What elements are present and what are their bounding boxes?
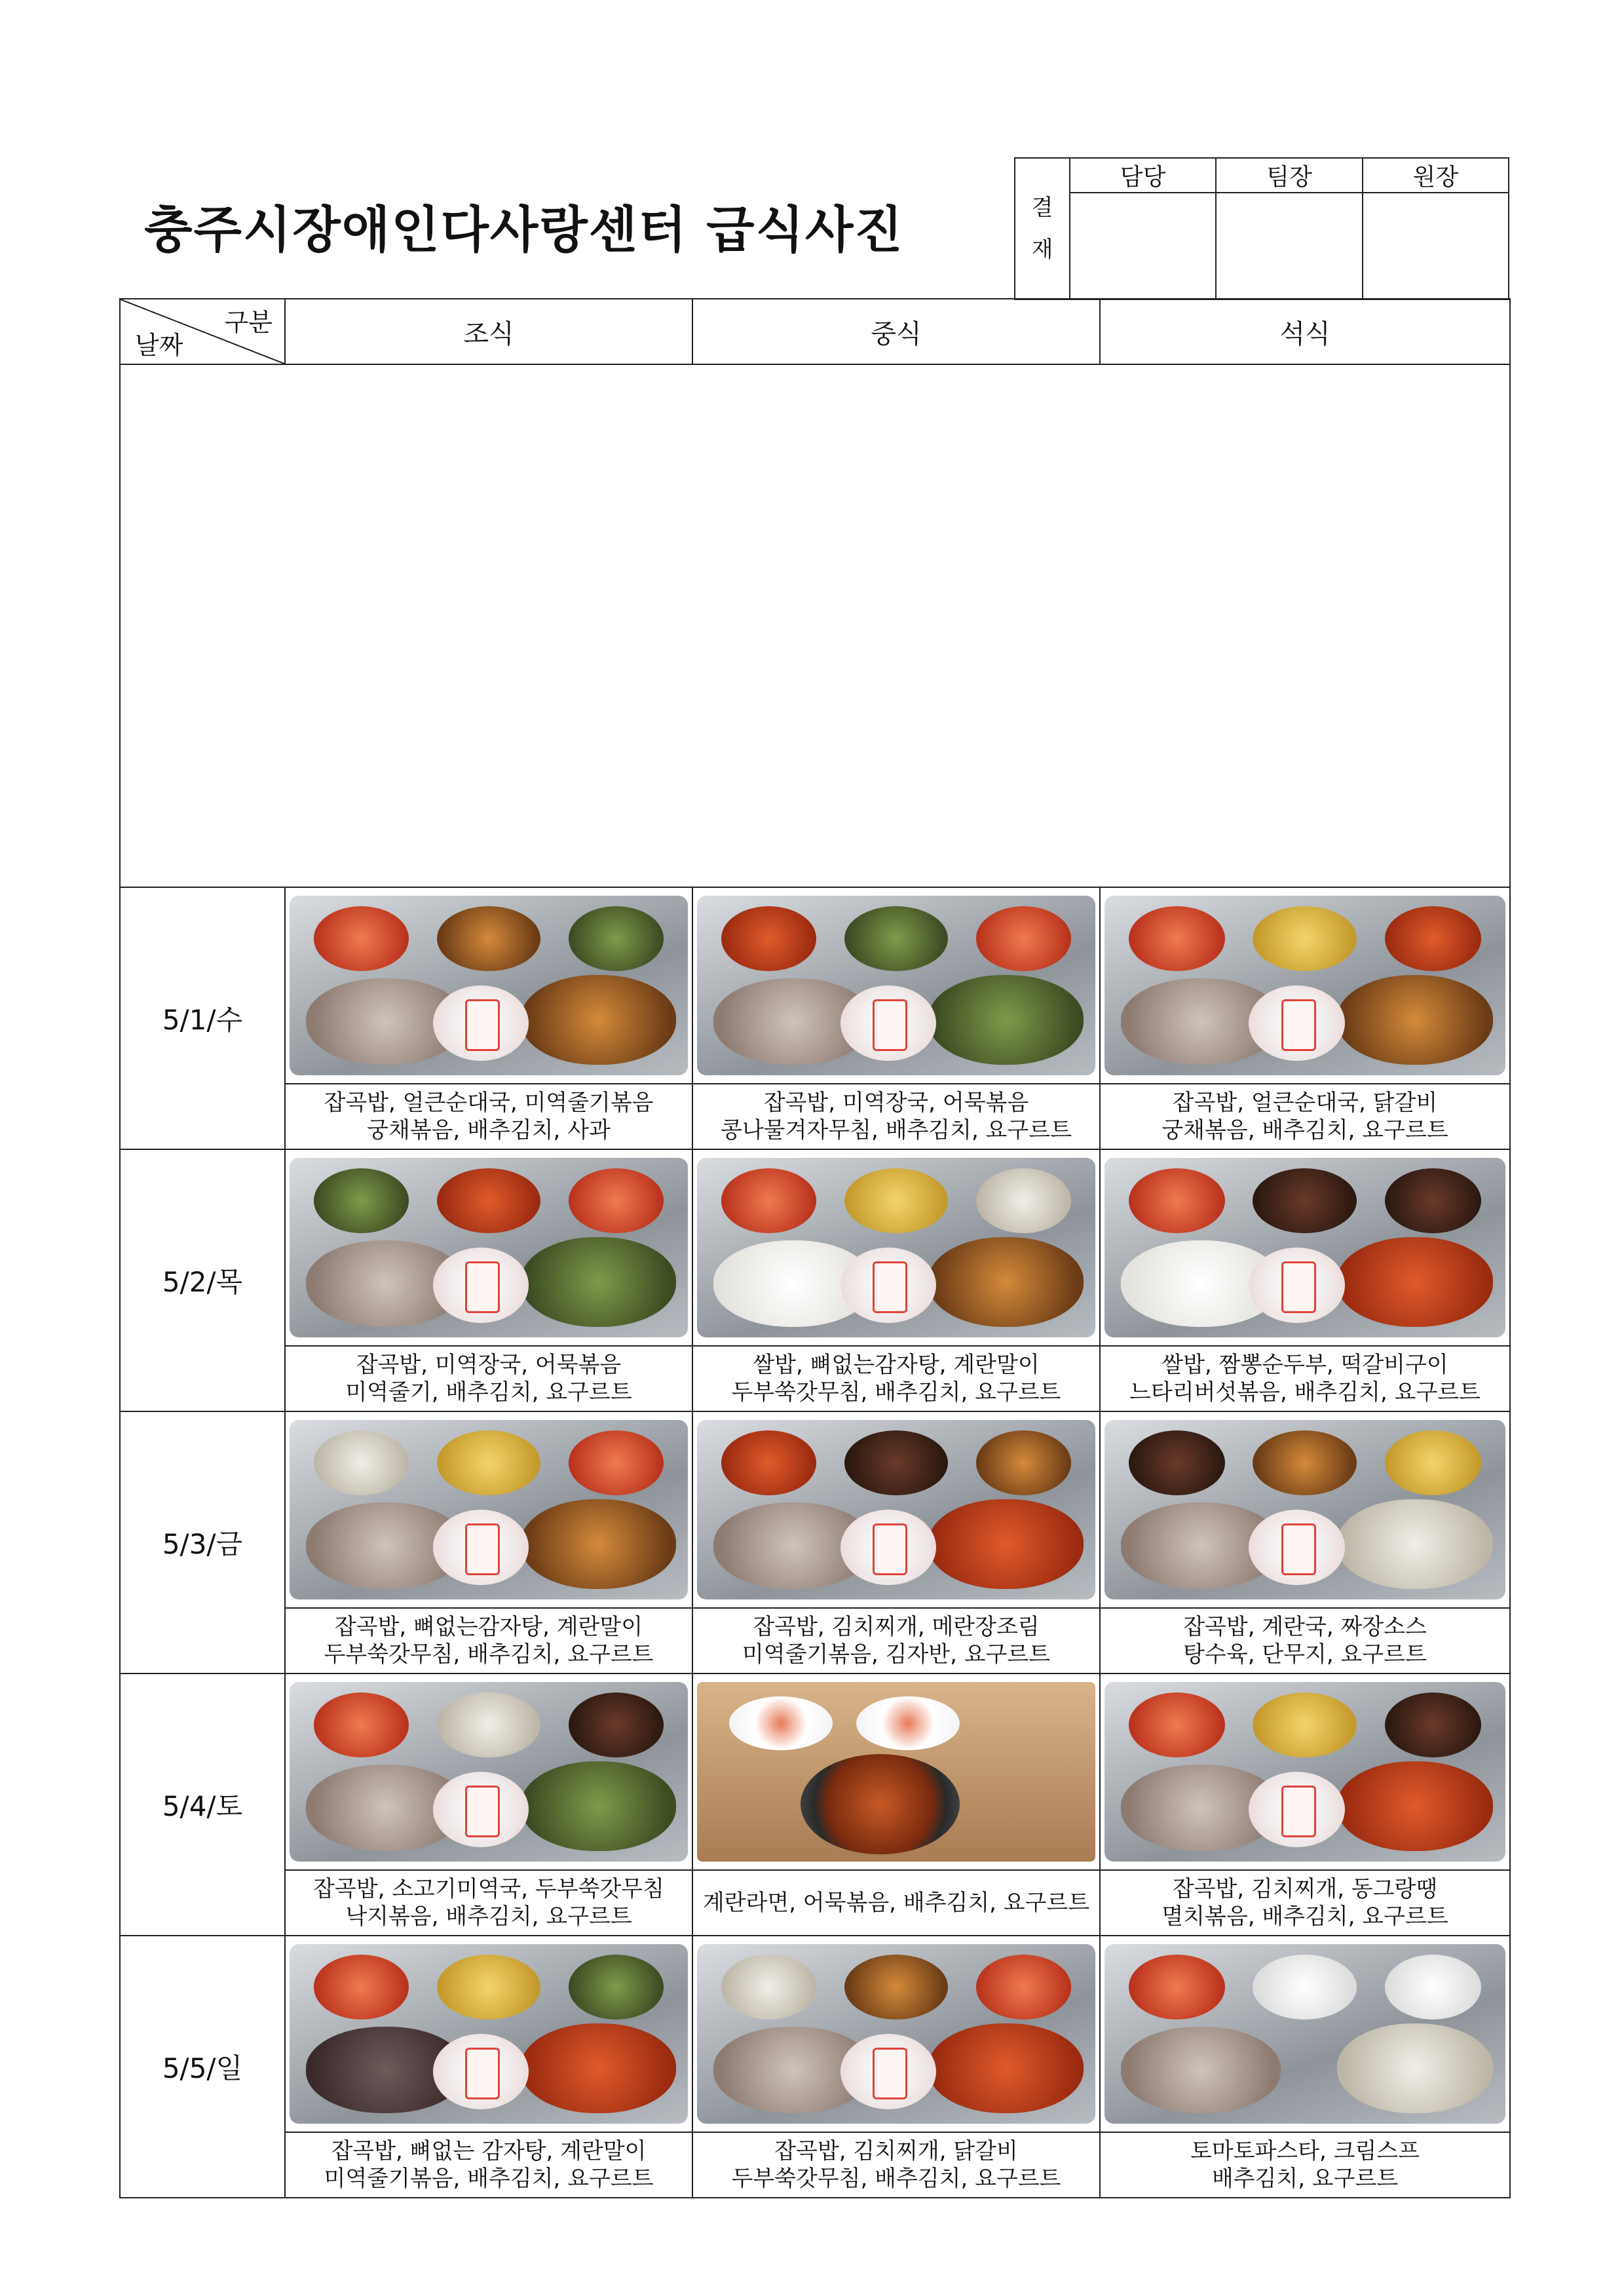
- header-lunch: 중식: [692, 299, 1100, 364]
- menu-line: 미역줄기볶음, 배추김치, 요구르트: [324, 2166, 654, 2192]
- menu-line: 배추김치, 요구르트: [1211, 2166, 1399, 2192]
- date-cell: 5/4/토: [120, 1674, 285, 1936]
- menu-caption-breakfast: [285, 1084, 692, 1149]
- menu-line: 잡곡밥, 미역장국, 어묵볶음: [356, 1352, 622, 1378]
- menu-line: 쌀밥, 짬뽕순두부, 떡갈비구이: [1161, 1352, 1448, 1378]
- meal-photo-lunch: [692, 1936, 1100, 2132]
- meal-photo-lunch: [692, 1411, 1100, 1608]
- date-cell: 5/3/금: [120, 1411, 285, 1674]
- menu-line: 잡곡밥, 얼큰순대국, 미역줄기볶음: [324, 1090, 654, 1116]
- meal-tray-image: [1105, 1420, 1505, 1599]
- meal-photo-lunch: [692, 1674, 1100, 1870]
- menu-caption-dinner: [1100, 2132, 1510, 2198]
- meal-photo-dinner: [1100, 1936, 1510, 2132]
- meal-photo-dinner: [1100, 1411, 1510, 1608]
- menu-line: 콩나물겨자무침, 배추김치, 요구르트: [721, 1117, 1072, 1143]
- menu-line: 잡곡밥, 김치찌개, 동그랑땡: [1172, 1876, 1438, 1902]
- meal-tray-image: [290, 1682, 688, 1862]
- meal-tray-image: [697, 1420, 1095, 1599]
- menu-caption-dinner: [1100, 1870, 1510, 1936]
- meal-photo-dinner: [1100, 887, 1510, 1084]
- meal-tray-image: [1105, 896, 1505, 1075]
- menu-caption-dinner: [1100, 1608, 1510, 1674]
- date-cell: 5/2/목: [120, 1149, 285, 1411]
- header-diagonal-cell: [120, 299, 285, 364]
- meal-tray-image: [1105, 1944, 1505, 2124]
- menu-caption-breakfast: [285, 1870, 692, 1936]
- menu-line: 미역줄기, 배추김치, 요구르트: [345, 1379, 632, 1406]
- approval-side-label-top: 결: [1031, 195, 1053, 221]
- meal-photo-lunch: [692, 887, 1100, 1084]
- menu-caption-lunch: [692, 1870, 1100, 1936]
- menu-line: 잡곡밥, 미역장국, 어묵볶음: [763, 1090, 1029, 1116]
- approval-sign-team-lead[interactable]: [1216, 193, 1362, 299]
- meal-tray-image: [1105, 1158, 1505, 1337]
- meal-tray-image: [697, 896, 1095, 1075]
- meal-tray-image: [290, 1158, 688, 1337]
- menu-line: 잡곡밥, 얼큰순대국, 닭갈비: [1172, 1090, 1438, 1116]
- menu-line: 잡곡밥, 계란국, 짜장소스: [1183, 1614, 1427, 1640]
- menu-line: 잡곡밥, 뼈없는감자탕, 계란말이: [334, 1614, 643, 1640]
- approval-side-label-bottom: 재: [1031, 237, 1053, 263]
- meal-photo-breakfast: [285, 887, 692, 1084]
- header-date: 날짜: [135, 331, 183, 360]
- approval-box: [1014, 157, 1509, 300]
- meal-photo-lunch: [692, 1149, 1100, 1346]
- menu-caption-dinner: [1100, 1346, 1510, 1411]
- meal-tray-image: [697, 1158, 1095, 1337]
- menu-line: 계란라면, 어묵볶음, 배추김치, 요구르트: [702, 1890, 1090, 1916]
- meal-tray-image: [290, 1420, 688, 1599]
- menu-caption-breakfast: [285, 2132, 692, 2198]
- menu-line: 탕수육, 단무지, 요구르트: [1183, 1641, 1427, 1668]
- header-dinner: 석식: [1100, 299, 1510, 364]
- meal-tray-image: [1105, 1682, 1505, 1862]
- menu-caption-lunch: [692, 2132, 1100, 2198]
- menu-caption-breakfast: [285, 1608, 692, 1674]
- menu-line: 쌀밥, 뼈없는감자탕, 계란말이: [753, 1352, 1040, 1378]
- approval-role-director: 원장: [1363, 158, 1509, 193]
- menu-caption-lunch: [692, 1346, 1100, 1411]
- meal-photo-breakfast: [285, 1149, 692, 1346]
- blank-area: [120, 364, 1510, 887]
- menu-line: 느타리버섯볶음, 배추김치, 요구르트: [1129, 1379, 1481, 1406]
- menu-line: 잡곡밥, 김치찌개, 닭갈비: [774, 2138, 1018, 2164]
- approval-sign-manager[interactable]: [1070, 193, 1216, 299]
- date-cell: 5/5/일: [120, 1936, 285, 2198]
- page-title: 충주시장애인다사랑센터 급식사진: [144, 201, 904, 259]
- menu-line: 궁채볶음, 배추김치, 요구르트: [1161, 1117, 1448, 1143]
- meal-tray-image: [290, 1944, 688, 2124]
- approval-side-label: [1015, 158, 1070, 299]
- header-breakfast: 조식: [285, 299, 692, 364]
- meal-photo-breakfast: [285, 1411, 692, 1608]
- menu-line: 두부쑥갓무침, 배추김치, 요구르트: [324, 1641, 654, 1668]
- menu-line: 미역줄기볶음, 김자반, 요구르트: [742, 1641, 1051, 1668]
- approval-sign-director[interactable]: [1363, 193, 1509, 299]
- meal-tray-image: [697, 1944, 1095, 2124]
- meal-photo-dinner: [1100, 1149, 1510, 1346]
- menu-line: 낙지볶음, 배추김치, 요구르트: [345, 1904, 632, 1930]
- menu-line: 잡곡밥, 뼈없는 감자탕, 계란말이: [331, 2138, 647, 2164]
- approval-role-team-lead: 팀장: [1216, 158, 1362, 193]
- date-cell: 5/1/수: [120, 887, 285, 1149]
- menu-caption-breakfast: [285, 1346, 692, 1411]
- menu-line: 멸치볶음, 배추김치, 요구르트: [1161, 1904, 1448, 1930]
- meal-photo-breakfast: [285, 1936, 692, 2132]
- menu-line: 잡곡밥, 김치찌개, 메란장조림: [753, 1614, 1040, 1640]
- menu-line: 토마토파스타, 크림스프: [1190, 2138, 1420, 2164]
- meal-tray-image: [290, 896, 688, 1075]
- approval-role-manager: 담당: [1070, 158, 1216, 193]
- menu-caption-lunch: [692, 1608, 1100, 1674]
- menu-caption-lunch: [692, 1084, 1100, 1149]
- menu-caption-dinner: [1100, 1084, 1510, 1149]
- menu-line: 두부쑥갓무침, 배추김치, 요구르트: [731, 2166, 1061, 2192]
- ramen-table-image: [697, 1682, 1095, 1862]
- menu-line: 궁채볶음, 배추김치, 사과: [367, 1117, 611, 1143]
- menu-line: 잡곡밥, 소고기미역국, 두부쑥갓무침: [313, 1876, 664, 1902]
- menu-line: 두부쑥갓무침, 배추김치, 요구르트: [731, 1379, 1061, 1406]
- meal-photo-table: [119, 298, 1511, 2198]
- meal-photo-breakfast: [285, 1674, 692, 1870]
- header-gubun: 구분: [224, 308, 273, 337]
- meal-photo-dinner: [1100, 1674, 1510, 1870]
